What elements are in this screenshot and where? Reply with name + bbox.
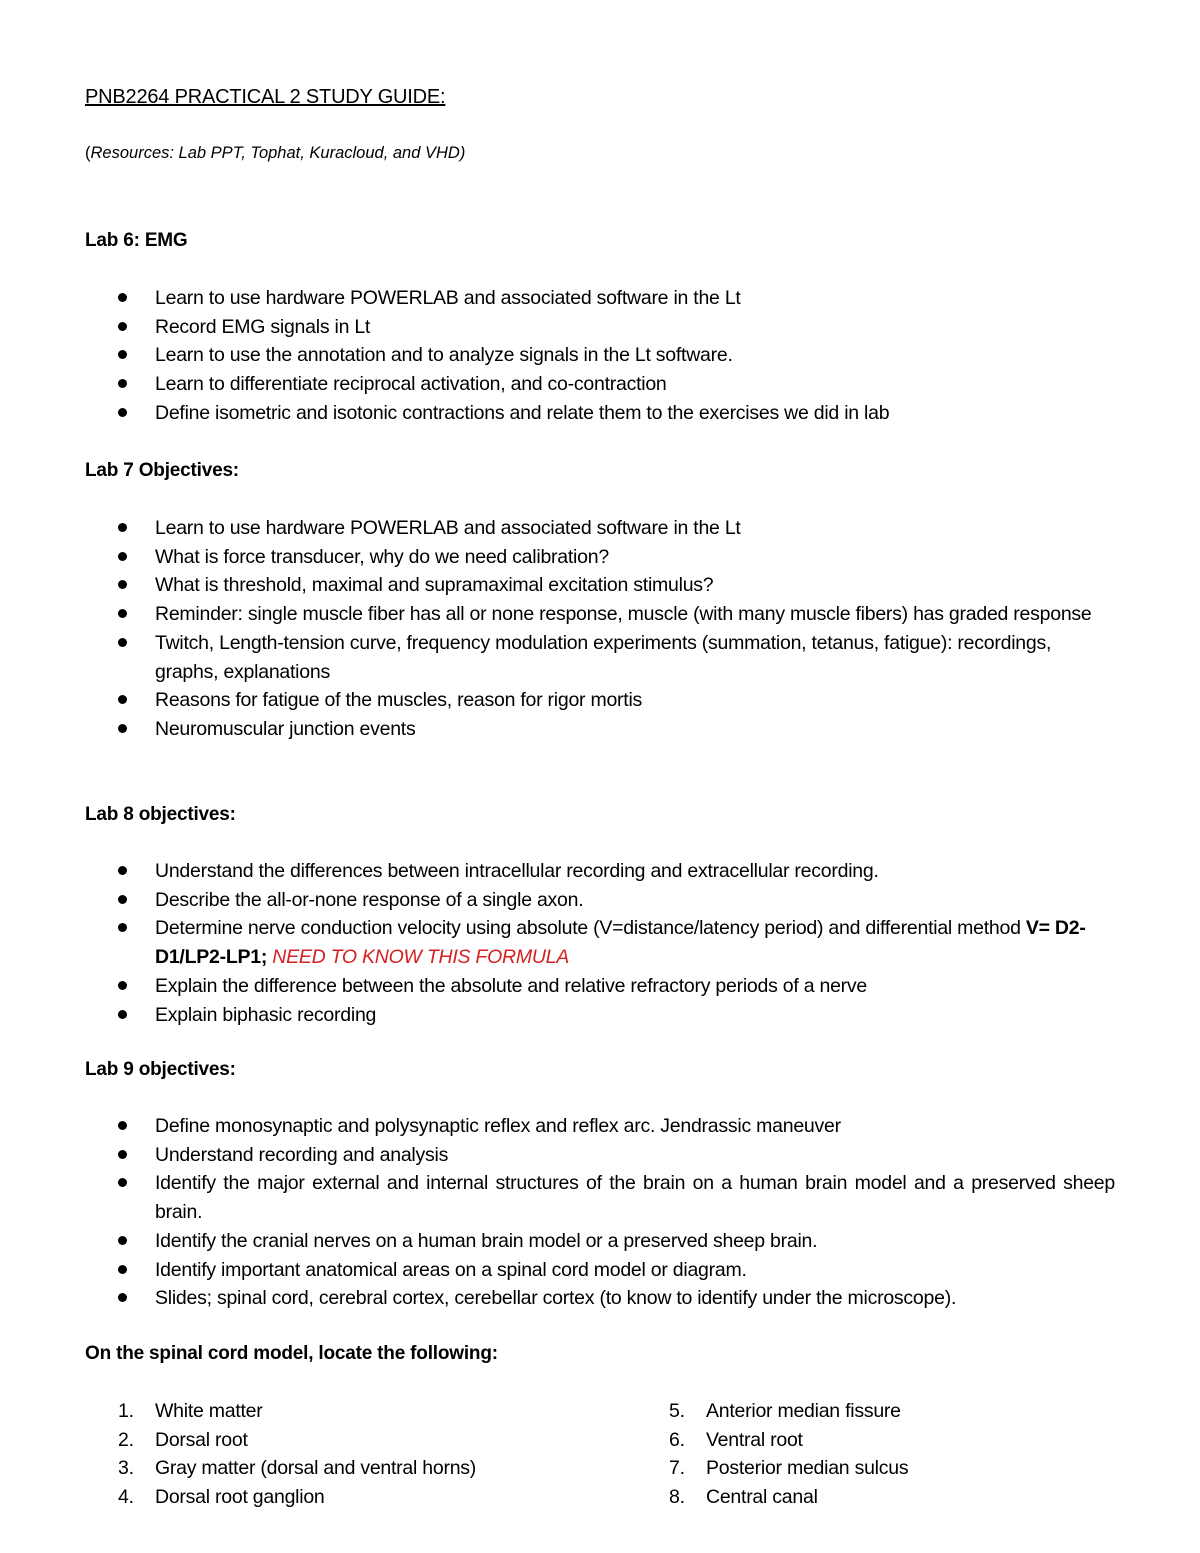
bullet-icon [118,523,127,532]
list-item-text: Learn to use hardware POWERLAB and associated software in the Lt [155,287,741,309]
list-item [0,600,1115,629]
list-item [669,1426,908,1455]
bullet-icon [118,1236,127,1245]
resources-note [85,144,465,163]
structures-column-right [669,1397,909,1512]
item-label: Dorsal root ganglion [155,1486,325,1509]
list-item [0,857,1115,886]
bullet-icon [118,408,127,417]
list-item [0,341,1115,370]
bullet-icon [118,695,127,704]
list-item [0,629,1115,686]
list-item [669,1397,908,1426]
list-item [0,1001,1115,1030]
list-item-text: Twitch, Length-tension curve, frequency modulation experiments (summation, tetanus, fatigue): recordings, graphs, explanations [155,631,1052,683]
bullet-icon [118,322,127,331]
list-item [0,514,1115,543]
list-item [0,313,1115,342]
list-item [0,571,1115,600]
list-item [0,284,1115,313]
list-item-text: Understand the differences between intracellular recording and extracellular recording. [155,860,879,882]
list-item [0,1169,1115,1226]
list-item [0,543,1115,572]
lab9-heading: Lab 9 objectives: [85,1059,236,1080]
list-item-text: Neuromuscular junction events [155,717,416,740]
list-item-text: Define monosynaptic and polysynaptic reflex and reflex arc. Jendrassic maneuver [155,1115,841,1137]
lab8-heading: Lab 8 objectives: [85,804,236,825]
list-item-text: Learn to use hardware POWERLAB and associated software in the Lt [155,517,741,539]
item-label: Ventral root [706,1428,803,1451]
lab7-heading: Lab 7 Objectives: [85,460,239,481]
spinal-cord-heading: On the spinal cord model, locate the following: [85,1343,498,1364]
item-number: 1. [118,1400,134,1422]
list-item [0,1256,1115,1285]
list-item [0,1112,1115,1141]
list-item [0,715,1115,744]
bullet-icon [118,609,127,618]
list-item-text: Determine nerve conduction velocity using absolute (V=distance/latency period) and differential method [155,917,1026,940]
resources-open-paren: ( [85,144,91,162]
structures-column-left [118,1397,477,1512]
bullet-icon [118,379,127,388]
list-item-text: Record EMG signals in Lt [155,315,371,338]
list-item [0,1284,1115,1313]
list-item-text: Identify the cranial nerves on a human brain model or a preserved sheep brain. [155,1229,818,1252]
resources-text: Resources: Lab PPT, Tophat, Kuracloud, and VHD) [90,144,466,162]
list-item-text: Learn to use the annotation and to analyze signals in the Lt software. [155,344,733,367]
list-item [669,1454,909,1483]
list-item-text: Understand recording and analysis [155,1143,449,1166]
bullet-icon [118,350,127,359]
item-label: Anterior median fissure [706,1400,901,1422]
page-title: PNB2264 PRACTICAL 2 STUDY GUIDE: [85,86,446,108]
bullet-icon [118,1121,127,1130]
bullet-icon [118,866,127,875]
list-item [0,399,1115,428]
item-number: 3. [118,1457,134,1480]
list-item-text: Learn to differentiate reciprocal activation, and co-contraction [155,373,667,396]
bullet-icon [118,1010,127,1019]
list-item-text: What is force transducer, why do we need calibration? [155,545,609,568]
bullet-icon [118,638,127,647]
list-item [118,1454,477,1483]
list-item [118,1426,476,1455]
item-number: 7. [669,1457,685,1480]
lab8-list [0,857,1200,1029]
lab7-list [0,514,1200,744]
bullet-icon [118,981,127,990]
bullet-icon [118,923,127,932]
item-label: White matter [155,1400,263,1422]
list-item [0,914,1115,971]
item-number: 2. [118,1428,134,1451]
bullet-icon [118,1150,127,1159]
list-item [0,972,1115,1001]
bullet-icon [118,724,127,733]
bullet-icon [118,1293,127,1302]
lab6-list [0,284,1200,428]
bullet-icon [118,580,127,589]
bullet-icon [118,895,127,904]
bullet-icon [118,293,127,302]
list-item [0,1227,1115,1256]
list-item-text: Explain biphasic recording [155,1003,377,1026]
item-label: Gray matter (dorsal and ventral horns) [155,1457,477,1480]
list-item-text: Define isometric and isotonic contractions and relate them to the exercises we did in lab [155,401,890,424]
list-item [0,886,1115,915]
item-number: 8. [669,1486,685,1509]
list-item [0,1141,1115,1170]
list-item-text: Reminder: single muscle fiber has all or none response, muscle (with many muscle fibers) has graded response [155,603,1092,626]
list-item [0,370,1115,399]
formula-note: NEED TO KNOW THIS FORMULA [272,946,570,969]
list-item-text: Explain the difference between the absolute and relative refractory periods of a nerve [155,974,868,997]
list-item-text: Identify the major external and internal structures of the brain on a human brain model and a preserved sheep brain. [155,1172,1115,1224]
lab9-list [0,1112,1200,1313]
item-number: 6. [669,1428,685,1451]
item-number: 5. [669,1400,685,1422]
list-item [118,1483,476,1512]
list-item-text: Identify important anatomical areas on a spinal cord model or diagram. [155,1258,747,1281]
list-item [0,686,1115,715]
item-label: Posterior median sulcus [706,1457,909,1480]
list-item-text: Slides; spinal cord, cerebral cortex, cerebellar cortex (to know to identify under the microscope). [155,1287,957,1310]
item-label: Central canal [706,1486,818,1509]
item-number: 4. [118,1486,134,1509]
list-item-text: Reasons for fatigue of the muscles, reason for rigor mortis [155,689,643,712]
lab6-heading: Lab 6: EMG [85,230,188,251]
item-label: Dorsal root [155,1428,248,1451]
bullet-icon [118,1178,127,1187]
list-item [669,1483,908,1512]
velocity-formula: V= D2-D1/LP2-LP1; [155,917,1086,969]
bullet-icon [118,1265,127,1274]
list-item-text: What is threshold, maximal and supramaximal excitation stimulus? [155,574,714,597]
bullet-icon [118,552,127,561]
list-item-text: Describe the all-or-none response of a single axon. [155,888,584,911]
list-item [118,1397,476,1426]
